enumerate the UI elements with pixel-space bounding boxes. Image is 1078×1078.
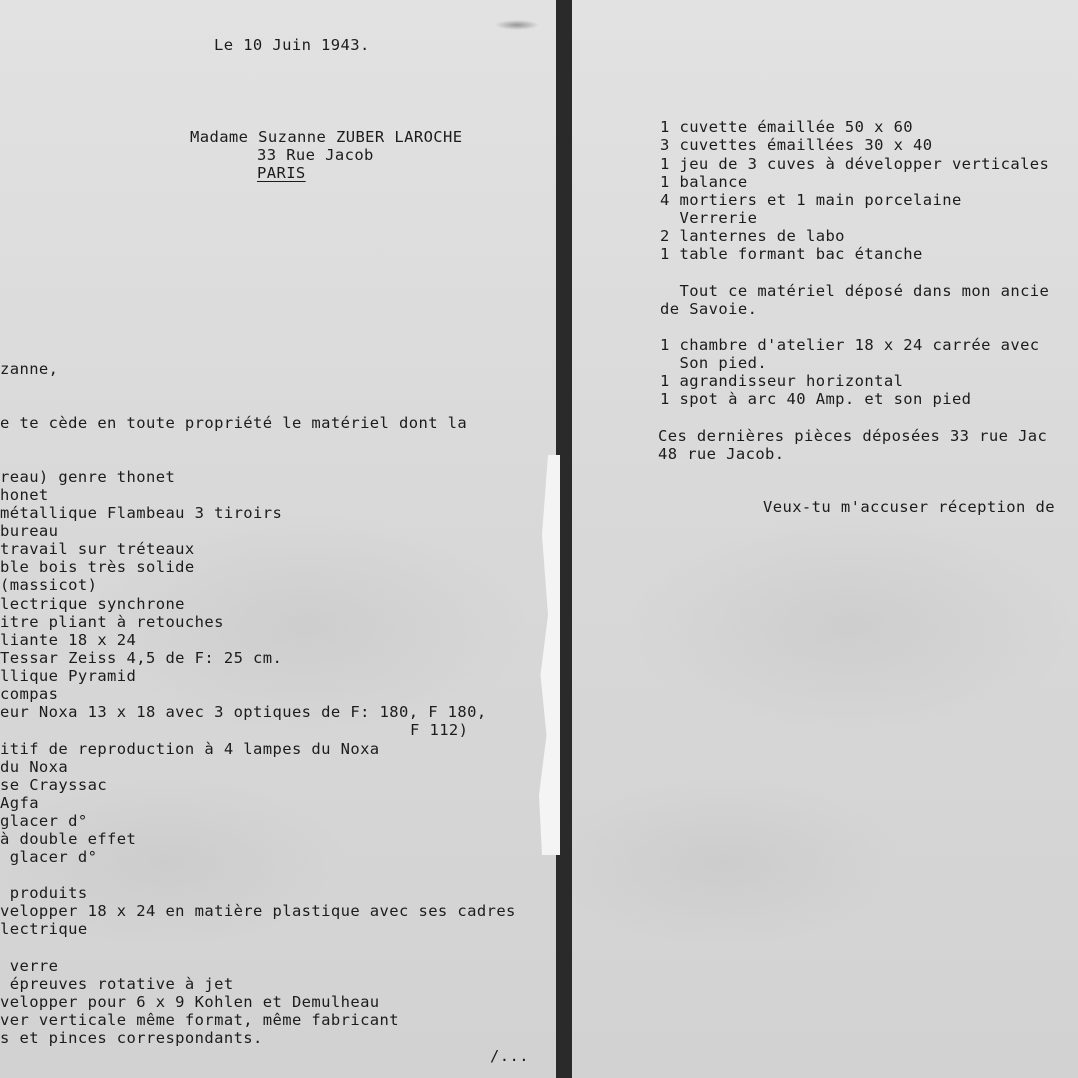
item-line: produits (0, 884, 88, 902)
item-line: velopper 18 x 24 en matière plastique avec ses cadres (0, 902, 516, 920)
item-line: ble bois très solide (0, 558, 195, 576)
recipient-city: PARIS (257, 164, 306, 182)
item-line: glacer d° (0, 848, 98, 866)
item-line: se Crayssac (0, 776, 108, 794)
ink-smudge (495, 20, 539, 30)
item-line: itre pliant à retouches (0, 613, 224, 631)
item-line: lectrique synchrone (0, 595, 185, 613)
letter-date: Le 10 Juin 1943. (214, 36, 370, 54)
item-line: métallique Flambeau 3 tiroirs (0, 504, 283, 522)
item-line: 1 table formant bac étanche (660, 245, 923, 263)
paragraph-line: de Savoie. (660, 300, 758, 318)
item-line: 1 jeu de 3 cuves à développer verticales (660, 155, 1050, 173)
item-line: (massicot) (0, 576, 98, 594)
item-line: bureau (0, 522, 59, 540)
item-line: Agfa (0, 794, 39, 812)
item-line: compas (0, 685, 59, 703)
item-line: 2 lanternes de labo (660, 227, 845, 245)
right-page (572, 0, 1078, 1078)
item-line: 4 mortiers et 1 main porcelaine (660, 191, 962, 209)
item-line: llique Pyramid (0, 667, 137, 685)
intro-line: e te cède en toute propriété le matériel dont la (0, 414, 468, 432)
item-line: travail sur tréteaux (0, 540, 195, 558)
item-line: Tessar Zeiss 4,5 de F: 25 cm. (0, 649, 283, 667)
item-line: itif de reproduction à 4 lampes du Noxa (0, 740, 380, 758)
recipient-name: Madame Suzanne ZUBER LAROCHE (190, 128, 463, 146)
item-line: du Noxa (0, 758, 69, 776)
item-line: ver verticale même format, même fabricant (0, 1011, 400, 1029)
salutation: zanne, (0, 360, 59, 378)
item-line: 1 cuvette émaillée 50 x 60 (660, 118, 914, 136)
item-line: à double effet (0, 830, 137, 848)
paragraph-line: 48 rue Jacob. (658, 445, 785, 463)
item-line: F 112) (410, 721, 469, 739)
item-line: épreuves rotative à jet (0, 975, 234, 993)
item-line: Verrerie (660, 209, 758, 227)
item-line: velopper pour 6 x 9 Kohlen et Demulheau (0, 993, 380, 1011)
item-line: honet (0, 486, 49, 504)
item-line: glacer d° (0, 812, 88, 830)
paragraph-line: Ces dernières pièces déposées 33 rue Jac (658, 427, 1048, 445)
item-line: eur Noxa 13 x 18 avec 3 optiques de F: 180, F 180, (0, 703, 487, 721)
item-line: 1 balance (660, 173, 748, 191)
recipient-street: 33 Rue Jacob (257, 146, 374, 164)
item-line: liante 18 x 24 (0, 631, 137, 649)
item-line: reau) genre thonet (0, 468, 176, 486)
closing-line: Veux-tu m'accuser réception de (763, 498, 1055, 516)
item-line: 1 spot à arc 40 Amp. et son pied (660, 390, 972, 408)
item-line: lectrique (0, 920, 88, 938)
paragraph-line: Tout ce matériel déposé dans mon ancie (660, 282, 1050, 300)
item-line: s et pinces correspondants. (0, 1029, 263, 1047)
item-line: 1 chambre d'atelier 18 x 24 carrée avec (660, 336, 1040, 354)
continuation-mark: /... (490, 1047, 529, 1065)
item-line: 3 cuvettes émaillées 30 x 40 (660, 136, 933, 154)
item-line: Son pied. (660, 354, 768, 372)
item-line: 1 agrandisseur horizontal (660, 372, 904, 390)
item-line: verre (0, 957, 59, 975)
